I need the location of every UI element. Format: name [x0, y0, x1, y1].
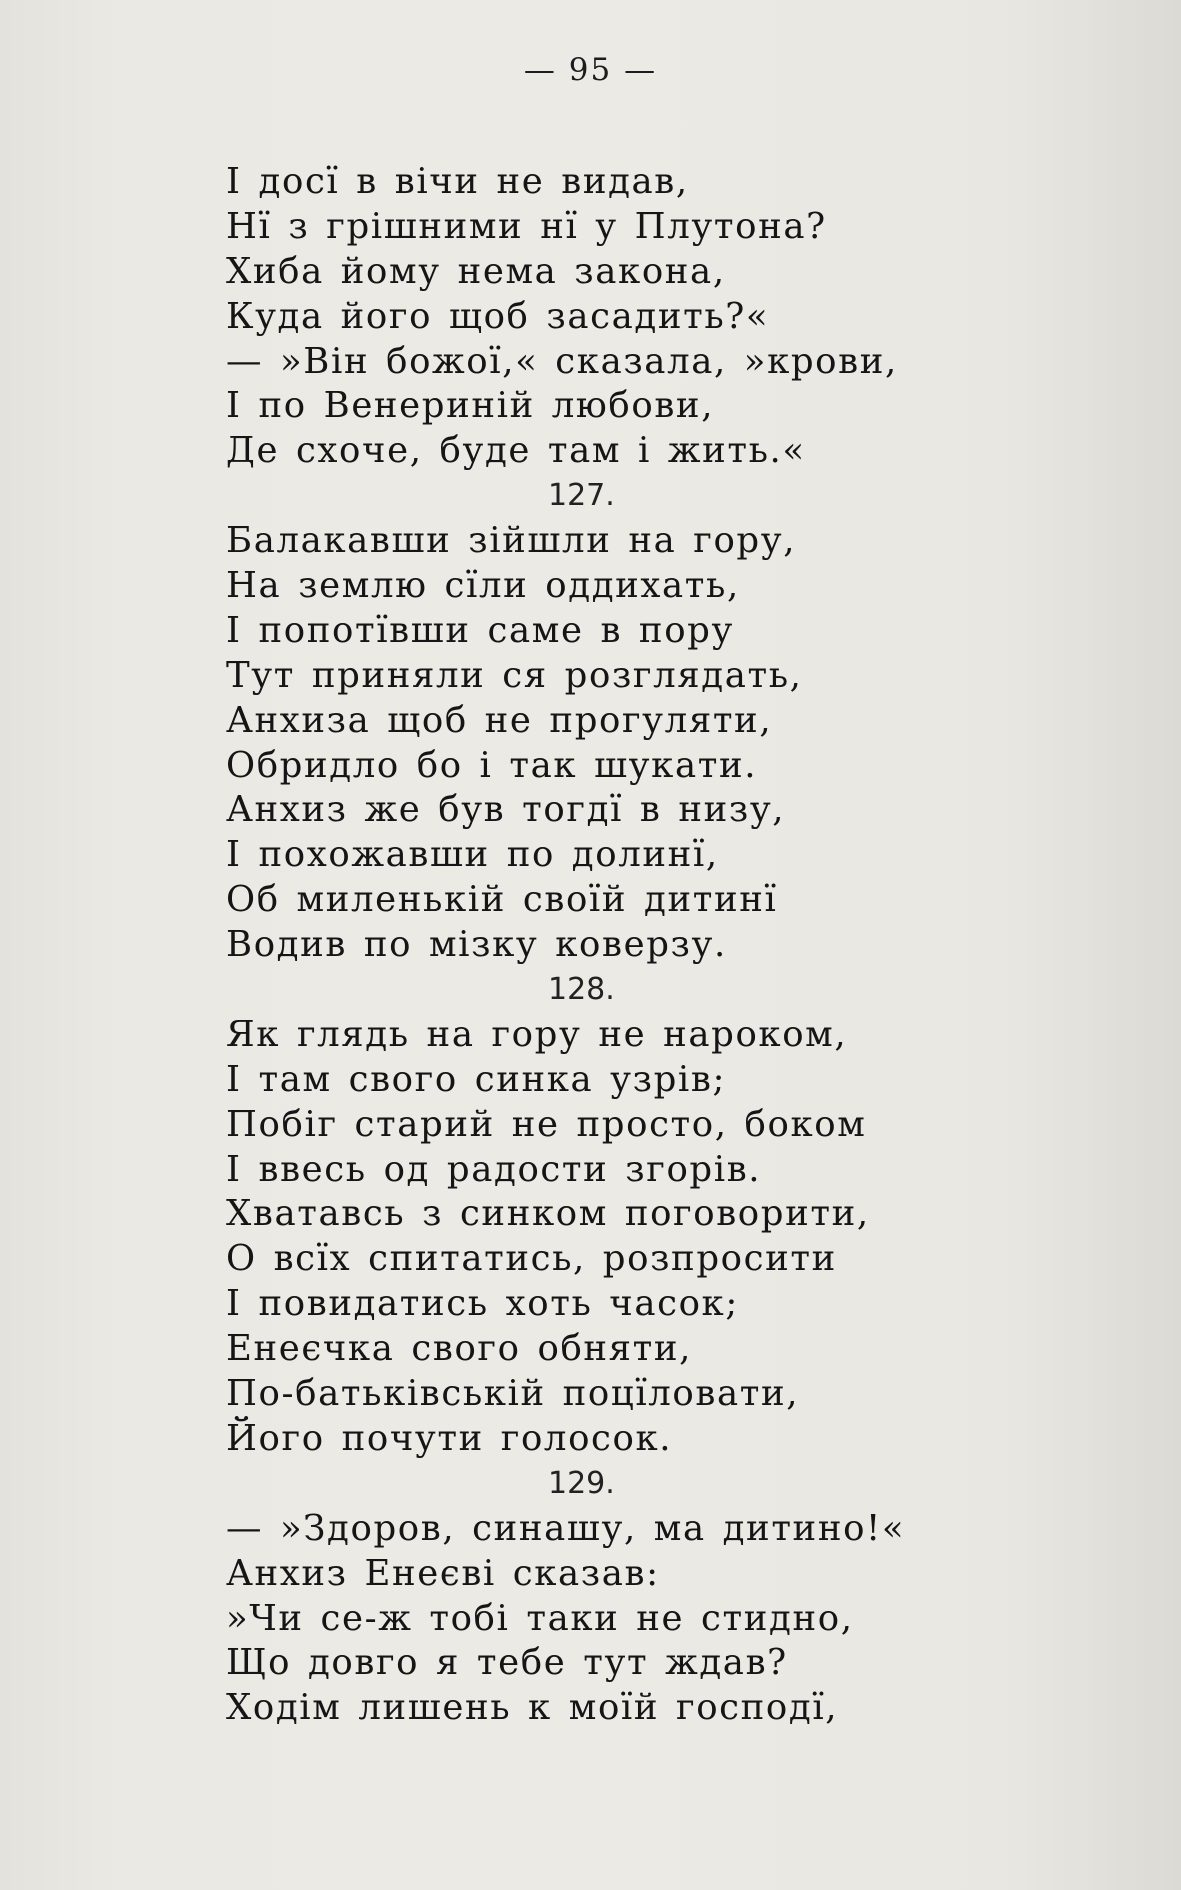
- verse-line: Анхиз Енеєві сказав:: [226, 1552, 660, 1594]
- stanza-number: 128.: [548, 972, 615, 1008]
- stanza-number: 129.: [548, 1465, 615, 1501]
- verse-line: І досї в вічи не видав,: [226, 161, 689, 202]
- verse-line: — »Здоров, синашу, ма дитино!«: [226, 1507, 906, 1549]
- verse-line: На землю сїли оддихать,: [226, 565, 740, 607]
- verse-line: Анхиза щоб не прогуляти,: [226, 699, 773, 741]
- verse-line: І там свого синка узрів;: [226, 1058, 727, 1100]
- verse-line: Тут приняли ся розглядать,: [226, 654, 803, 696]
- verse-line: Нї з грішними нї у Плутона?: [226, 205, 827, 247]
- verse-line: — »Він божої,« сказала, »крови,: [226, 340, 898, 382]
- page-number: — 95 —: [523, 52, 658, 88]
- verse-line: І попотївши саме в пору: [226, 609, 734, 651]
- verse-line: Об миленькій своїй дитинї: [226, 879, 778, 921]
- verse-line: Енеєчка свого обняти,: [226, 1328, 693, 1370]
- verse-line: І похожавши по долинї,: [226, 834, 719, 876]
- verse-line: Що довго я тебе тут ждав?: [226, 1642, 788, 1684]
- poem-text: [226, 160, 946, 1731]
- verse-line: Де схоче, буде там і жить.«: [226, 430, 806, 472]
- verse-line: По-батьківській поцїловати,: [226, 1373, 800, 1415]
- verse-line: Куда його щоб засадить?«: [226, 295, 770, 337]
- verse-line: Обридло бо і так шукати.: [226, 744, 758, 786]
- verse-line: Ходім лишень к моїй господї,: [226, 1687, 839, 1729]
- verse-line: Балакавши зійшли на гору,: [226, 520, 797, 562]
- verse-line: »Чи се-ж тобі таки не стидно,: [226, 1597, 854, 1639]
- verse-line: Як глядь на гору не нароком,: [226, 1013, 848, 1055]
- verse-line: Хватавсь з синком поговорити,: [226, 1193, 870, 1235]
- verse-line: Хиба йому нема закона,: [226, 250, 726, 292]
- verse-line: Водив по мізку коверзу.: [226, 924, 727, 966]
- verse-line: Його почути голосок.: [226, 1417, 673, 1459]
- stanza-number: 127.: [548, 478, 615, 514]
- verse-line: І повидатись хоть часок;: [226, 1283, 739, 1325]
- verse-line: І по Венериній любови,: [226, 385, 715, 427]
- verse-line: Анхиз же був тогдї в низу,: [226, 789, 786, 831]
- verse-line: І ввесь од радости згорів.: [226, 1148, 762, 1190]
- verse-line: О всїх спитатись, розпросити: [226, 1238, 837, 1280]
- verse-line: Побіг старий не просто, боком: [226, 1103, 867, 1145]
